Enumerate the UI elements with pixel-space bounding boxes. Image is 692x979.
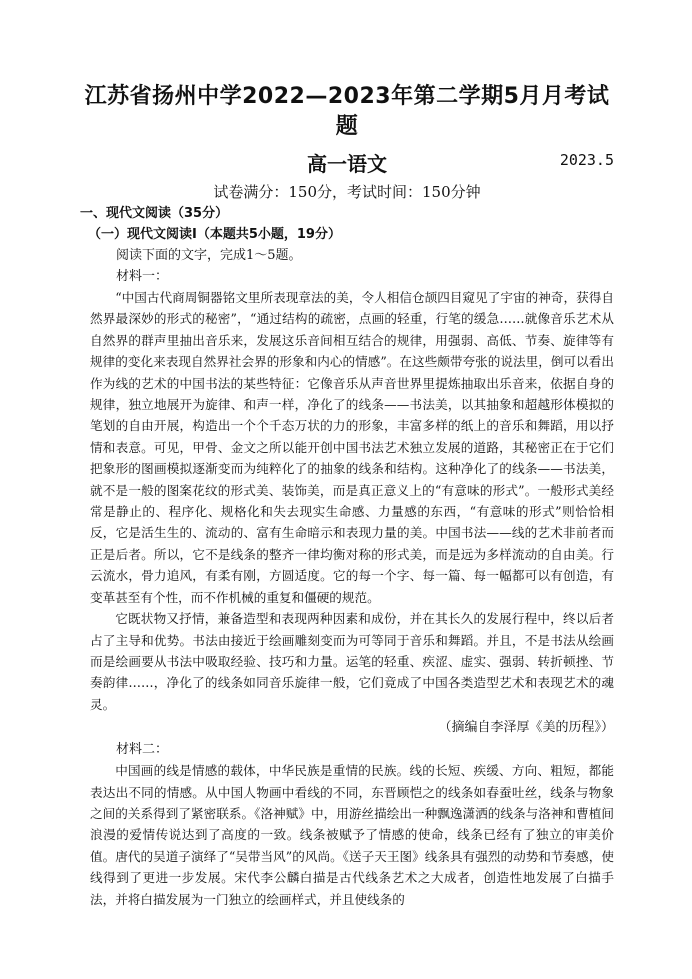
subject-title: 高一语文 (307, 152, 387, 176)
material1-label: 材料一： (116, 269, 169, 284)
exam-title: 江苏省扬州中学2022—2023年第二学期5月月考试题 (84, 84, 610, 139)
subsection-heading: （一）现代文阅读Ⅰ（本题共5小题，19分） (88, 227, 341, 242)
material2-paragraph-1: 中国画的线是情感的载体，中华民族是重情的民族。线的长短、疾缓、方向、粗短，都能表达出不同的情感。从中国人物画中看线的不同，东晋顾恺之的线条如春蚕吐丝，线条与物象之间的关系得到了紧密联系。《洛神赋》中，用游丝描绘出一种飘逸潇洒的线条与洛神和曹植间浪漫的爱情传说达到了高度的一致。线条被赋予了情感的使命，线条已经有了独立的审美价值。唐代的吴道子演绎了“吴带当风”的风尚。《送子天王图》线条具有强烈的动势和节奏感，使线得到了更进一步发展。宋代李公麟白描是古代线条艺术之大成者，创造性地发展了白描手法，并将白描发展为一门独立的绘画样式，并且使线条的 (90, 763, 614, 907)
section-heading: 一、现代文阅读（35分） (80, 206, 229, 221)
material2-label: 材料二： (116, 742, 169, 758)
material1-paragraph-1: “中国古代商周铜器铭文里所表现章法的美，令人相信仓颉四目窥见了宇宙的神奇，获得自然界最深妙的形式的秘密”，“通过结构的疏密，点画的轻重，行笔的缓急……就像音乐艺术从自然界的群声里抽出音乐来，发展这乐音间相互结合的规律，用强弱、高低、节奏、旋律等有规律的变化来表现自然界社会界的形象和内心的情感”。在这些颇带夸张的说法里，倒可以看出作为线的艺术的中国书法的某些特征：它像音乐从声音世界里提炼抽取出乐音来，依据自身的规律，独立地展开为旋律、和声一样，净化了的线条——书法美，以其抽象和超越形体模拟的笔划的自由开展，构造出一个个千态万状的力的形象，丰富多样的纸上的音乐和舞蹈，用以抒情和表意。可见，甲骨、金文之所以能开创中国书法艺术独立发展的道路，其秘密正在于它们把象形的图画模拟逐渐变而为纯粹化了的抽象的线条和结构。这种净化了的线条——书法美，就不是一般的图案花纹的形式美、装饰美，而是真正意义上的“有意味的形式”。一般形式美经常是静止的、程序化、规格化和失去现实生命感、力量感的东西，“有意味的形式”则恰恰相反，它是活生生的、流动的、富有生命暗示和表现力量的美。中国书法——线的艺术非前者而正是后者。所以，它不是线条的整齐一律均衡对称的形式美，而是远为多样流动的自由美。行云流水，骨力追风，有柔有刚，方圆适度。它的每一个字、每一篇、每一幅都可以有创造，有变革甚至有个性，而不作机械的重复和僵硬的规范。 (90, 290, 614, 605)
exam-date: 2023.5 (559, 151, 614, 169)
material1-paragraph-2: 它既状物又抒情，兼备造型和表现两种因素和成份，并在其长久的发展行程中，终以后者占了主导和优势。书法由接近于绘画雕刻变而为可等同于音乐和舞蹈。并且，不是书法从绘画而是绘画要从书法中吸取经验、技巧和力量。运笔的轻重、疾涩、虚实、强弱、转折顿挫、节奏韵律……，净化了的线条如同音乐旋律一般，它们竟成了中国各类造型艺术和表现艺术的魂灵。 (90, 611, 614, 712)
subtitle-row (90, 148, 614, 182)
instruction-text: 阅读下面的文字，完成1～5题。 (116, 248, 302, 263)
exam-info: 试卷满分：150分，考试时间：150分钟 (213, 183, 481, 201)
material1-source: （摘编自李泽厚《美的历程》） (438, 720, 614, 736)
